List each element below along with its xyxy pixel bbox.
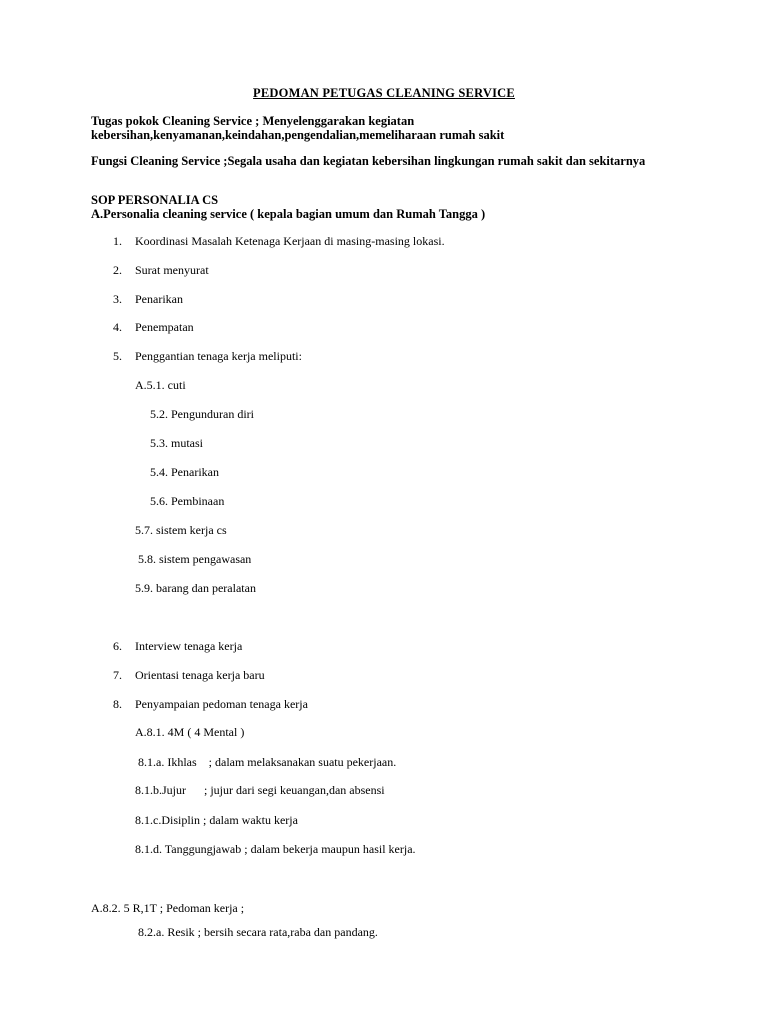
item-number: 4. [113,320,122,334]
section-a82: A.8.2. 5 R,1T ; Pedoman kerja ; [91,901,245,915]
list-item: Penyampaian pedoman tenaga kerja [135,697,308,711]
item-number: 5. [113,349,122,363]
sub-item: 8.1.a. Ikhlas ; dalam melaksanakan suatu pekerjaan. [138,755,397,769]
item-number: 7. [113,668,122,682]
sub-item: A.5.1. cuti [135,378,186,392]
item-number: 8. [113,697,122,711]
list-item: Penempatan [135,320,194,334]
sub-item: 5.6. Pembinaan [150,494,225,508]
list-item: Koordinasi Masalah Ketenaga Kerjaan di masing-masing lokasi. [135,234,445,248]
document-title: PEDOMAN PETUGAS CLEANING SERVICE [253,86,515,100]
sub-item: 5.3. mutasi [150,436,203,450]
list-item: Penarikan [135,292,183,306]
item-number: 1. [113,234,122,248]
list-item: Penggantian tenaga kerja meliputi: [135,349,302,363]
list-item: Surat menyurat [135,263,209,277]
list-item: Orientasi tenaga kerja baru [135,668,265,682]
item-number: 6. [113,639,122,653]
sub-item: 8.1.c.Disiplin ; dalam waktu kerja [135,813,298,827]
sub-item: 5.2. Pengunduran diri [150,407,254,421]
item-number: 2. [113,263,122,277]
item-number: 3. [113,292,122,306]
sub-item: 5.9. barang dan peralatan [135,581,256,595]
fungsi-paragraph: Fungsi Cleaning Service ;Segala usaha dan kegiatan kebersihan lingkungan rumah sakit dan sekitarnya [91,154,646,168]
sub-item: 8.2.a. Resik ; bersih secara rata,raba dan pandang. [138,925,378,939]
tugas-paragraph: Tugas pokok Cleaning Service ; Menyelenggarakan kegiatan kebersihan,kenyamanan,keindahan,pengendalian,memeliharaan rumah sakit [91,114,505,142]
sub-item: A.8.1. 4M ( 4 Mental ) [135,725,245,739]
section-a-heading: A.Personalia cleaning service ( kepala bagian umum dan Rumah Tangga ) [91,207,486,221]
sub-item: 5.4. Penarikan [150,465,219,479]
sub-item: 5.8. sistem pengawasan [138,552,252,566]
sub-item: 8.1.b.Jujur ; jujur dari segi keuangan,dan absensi [135,783,385,797]
sub-item: 5.7. sistem kerja cs [135,523,227,537]
list-item: Interview tenaga kerja [135,639,243,653]
sop-heading: SOP PERSONALIA CS [91,193,219,207]
sub-item: 8.1.d. Tanggungjawab ; dalam bekerja maupun hasil kerja. [135,842,416,856]
